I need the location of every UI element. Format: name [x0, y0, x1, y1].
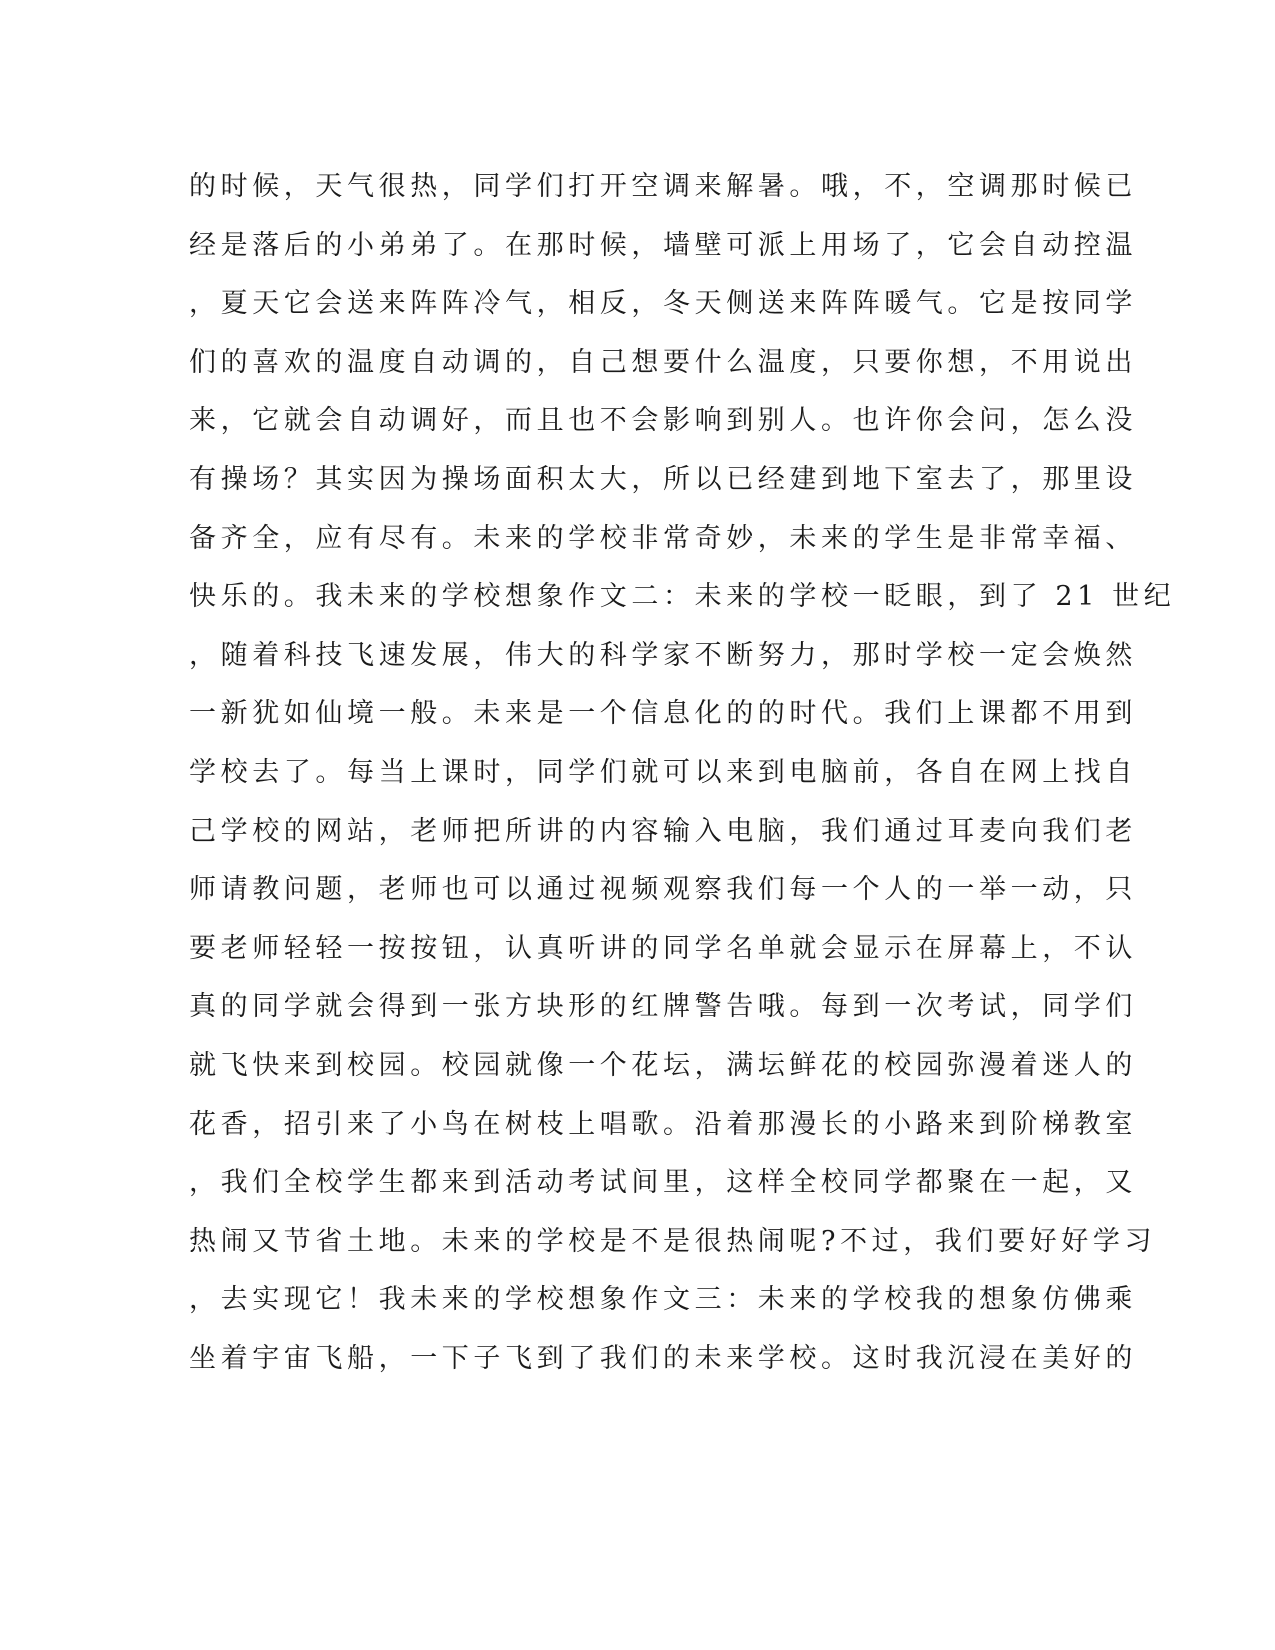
text-line: 来，它就会自动调好，而且也不会影响到别人。也许你会问，怎么没	[189, 405, 1137, 437]
text-line: 真的同学就会得到一张方块形的红牌警告哦。每到一次考试，同学们	[189, 991, 1137, 1023]
text-line: ，随着科技飞速发展，伟大的科学家不断努力，那时学校一定会焕然	[189, 639, 1137, 671]
text-line: 经是落后的小弟弟了。在那时候，墙壁可派上用场了，它会自动控温	[189, 229, 1137, 261]
text-line: 己学校的网站，老师把所讲的内容输入电脑，我们通过耳麦向我们老	[189, 815, 1137, 847]
text-line: 快乐的。我未来的学校想象作文二：未来的学校一眨眼，到了 21 世纪	[189, 581, 1176, 613]
text-line: 有操场？其实因为操场面积太大，所以已经建到地下室去了，那里设	[189, 463, 1137, 495]
text-line: 坐着宇宙飞船，一下子飞到了我们的未来学校。这时我沉浸在美好的	[189, 1342, 1137, 1374]
text-line: 就飞快来到校园。校园就像一个花坛，满坛鲜花的校园弥漫着迷人的	[189, 1049, 1137, 1081]
text-line: 一新犹如仙境一般。未来是一个信息化的的时代。我们上课都不用到	[189, 698, 1137, 730]
text-line: 要老师轻轻一按按钮，认真听讲的同学名单就会显示在屏幕上，不认	[189, 932, 1137, 964]
text-line: 的时候，天气很热，同学们打开空调来解暑。哦，不，空调那时候已	[189, 171, 1137, 202]
text-line: ，夏天它会送来阵阵冷气，相反，冬天侧送来阵阵暖气。它是按同学	[189, 288, 1137, 320]
text-line: 学校去了。每当上课时，同学们就可以来到电脑前，各自在网上找自	[189, 756, 1137, 788]
text-line: 备齐全，应有尽有。未来的学校非常奇妙，未来的学生是非常幸福、	[189, 522, 1137, 554]
text-line: 热闹又节省土地。未来的学校是不是很热闹呢?不过，我们要好好学习	[189, 1225, 1157, 1257]
text-line: 师请教问题，老师也可以通过视频观察我们每一个人的一举一动，只	[189, 874, 1137, 906]
text-line: 们的喜欢的温度自动调的，自己想要什么温度，只要你想，不用说出	[189, 346, 1137, 378]
body-text	[189, 158, 1176, 1388]
text-line: 花香，招引来了小鸟在树枝上唱歌。沿着那漫长的小路来到阶梯教室	[189, 1108, 1137, 1140]
text-line: ，去实现它！我未来的学校想象作文三：未来的学校我的想象仿佛乘	[189, 1284, 1137, 1316]
text-line: ，我们全校学生都来到活动考试间里，这样全校同学都聚在一起，又	[189, 1167, 1137, 1199]
